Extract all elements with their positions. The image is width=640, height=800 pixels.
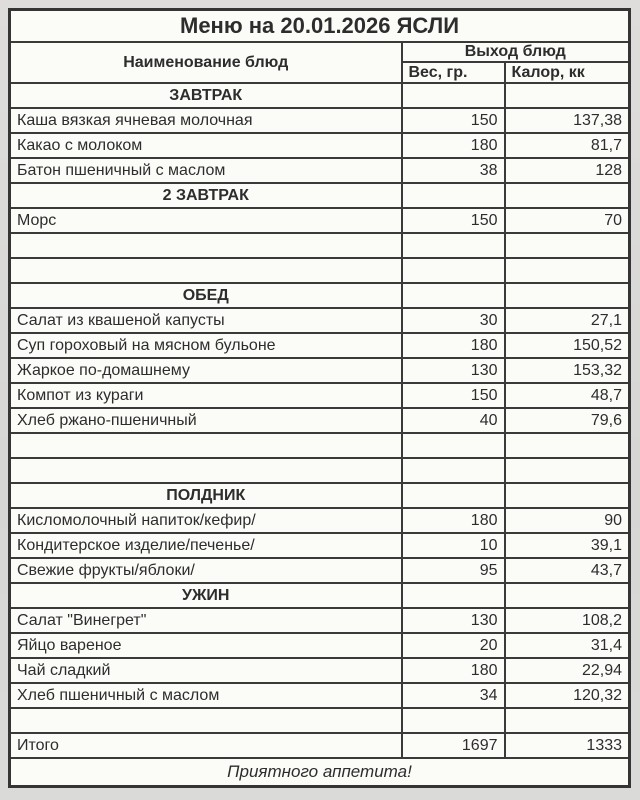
empty-calories-cell [505,433,630,458]
empty-row [10,258,630,283]
empty-row [10,708,630,733]
item-row [10,608,630,633]
section-calories-cell [505,283,630,308]
empty-name-cell [10,433,402,458]
empty-weight-cell [402,458,505,483]
item-name: Какао с молоком [10,133,402,158]
item-calories: 81,7 [505,133,630,158]
item-name: Каша вязкая ячневая молочная [10,108,402,133]
empty-calories-cell [505,708,630,733]
item-row [10,308,630,333]
item-weight: 10 [402,533,505,558]
section-row [10,83,630,108]
item-name: Компот из кураги [10,383,402,408]
item-row [10,683,630,708]
section-label: ОБЕД [10,283,402,308]
section-weight-cell [402,83,505,108]
empty-weight-cell [402,233,505,258]
menu-title: Меню на 20.01.2026 ЯСЛИ [10,10,630,43]
column-header-name: Наименование блюд [10,42,402,83]
item-row [10,383,630,408]
empty-calories-cell [505,233,630,258]
item-calories: 120,32 [505,683,630,708]
item-name: Яйцо вареное [10,633,402,658]
section-row [10,483,630,508]
menu-body [10,83,630,733]
item-calories: 108,2 [505,608,630,633]
total-row [10,733,630,758]
empty-calories-cell [505,258,630,283]
title-row [10,10,630,43]
empty-weight-cell [402,708,505,733]
item-row [10,508,630,533]
item-weight: 180 [402,508,505,533]
item-name: Кисломолочный напиток/кефир/ [10,508,402,533]
item-weight: 40 [402,408,505,433]
section-calories-cell [505,583,630,608]
empty-weight-cell [402,433,505,458]
item-weight: 130 [402,608,505,633]
total-label: Итого [10,733,402,758]
section-row [10,583,630,608]
item-row [10,333,630,358]
item-name: Салат "Винегрет" [10,608,402,633]
section-calories-cell [505,83,630,108]
item-row [10,108,630,133]
empty-row [10,433,630,458]
column-header-output-group: Выход блюд [402,42,630,62]
item-name: Салат из квашеной капусты [10,308,402,333]
item-name: Жаркое по-домашнему [10,358,402,383]
item-weight: 180 [402,133,505,158]
item-calories: 79,6 [505,408,630,433]
item-weight: 38 [402,158,505,183]
total-calories: 1333 [505,733,630,758]
column-header-calories: Калор, кк [505,62,630,83]
item-calories: 43,7 [505,558,630,583]
item-calories: 70 [505,208,630,233]
item-row [10,633,630,658]
section-label: ПОЛДНИК [10,483,402,508]
item-row [10,533,630,558]
empty-name-cell [10,708,402,733]
section-label: ЗАВТРАК [10,83,402,108]
item-name: Батон пшеничный с маслом [10,158,402,183]
empty-row [10,233,630,258]
empty-weight-cell [402,258,505,283]
section-weight-cell [402,483,505,508]
section-label: 2 ЗАВТРАК [10,183,402,208]
empty-name-cell [10,258,402,283]
section-weight-cell [402,583,505,608]
section-row [10,183,630,208]
item-name: Хлеб ржано-пшеничный [10,408,402,433]
item-name: Суп гороховый на мясном бульоне [10,333,402,358]
empty-name-cell [10,458,402,483]
item-row [10,408,630,433]
menu-table [8,8,631,788]
item-weight: 20 [402,633,505,658]
footer-row [10,758,630,787]
section-weight-cell [402,283,505,308]
total-weight: 1697 [402,733,505,758]
item-row [10,158,630,183]
column-header-weight: Вес, гр. [402,62,505,83]
section-row [10,283,630,308]
item-row [10,358,630,383]
item-name: Свежие фрукты/яблоки/ [10,558,402,583]
item-weight: 180 [402,333,505,358]
item-row [10,558,630,583]
item-weight: 34 [402,683,505,708]
item-row [10,208,630,233]
item-calories: 27,1 [505,308,630,333]
item-calories: 31,4 [505,633,630,658]
section-weight-cell [402,183,505,208]
item-weight: 150 [402,108,505,133]
item-weight: 150 [402,208,505,233]
item-calories: 90 [505,508,630,533]
footer-message: Приятного аппетита! [10,758,630,787]
item-weight: 130 [402,358,505,383]
item-calories: 150,52 [505,333,630,358]
section-calories-cell [505,483,630,508]
item-name: Морс [10,208,402,233]
item-calories: 137,38 [505,108,630,133]
item-calories: 22,94 [505,658,630,683]
item-row [10,658,630,683]
header-row-top [10,42,630,62]
item-calories: 153,32 [505,358,630,383]
item-weight: 30 [402,308,505,333]
section-label: УЖИН [10,583,402,608]
item-name: Хлеб пшеничный с маслом [10,683,402,708]
item-weight: 95 [402,558,505,583]
item-name: Кондитерское изделие/печенье/ [10,533,402,558]
empty-calories-cell [505,458,630,483]
item-calories: 128 [505,158,630,183]
section-calories-cell [505,183,630,208]
empty-name-cell [10,233,402,258]
item-weight: 150 [402,383,505,408]
item-row [10,133,630,158]
item-calories: 39,1 [505,533,630,558]
item-calories: 48,7 [505,383,630,408]
item-name: Чай сладкий [10,658,402,683]
item-weight: 180 [402,658,505,683]
empty-row [10,458,630,483]
